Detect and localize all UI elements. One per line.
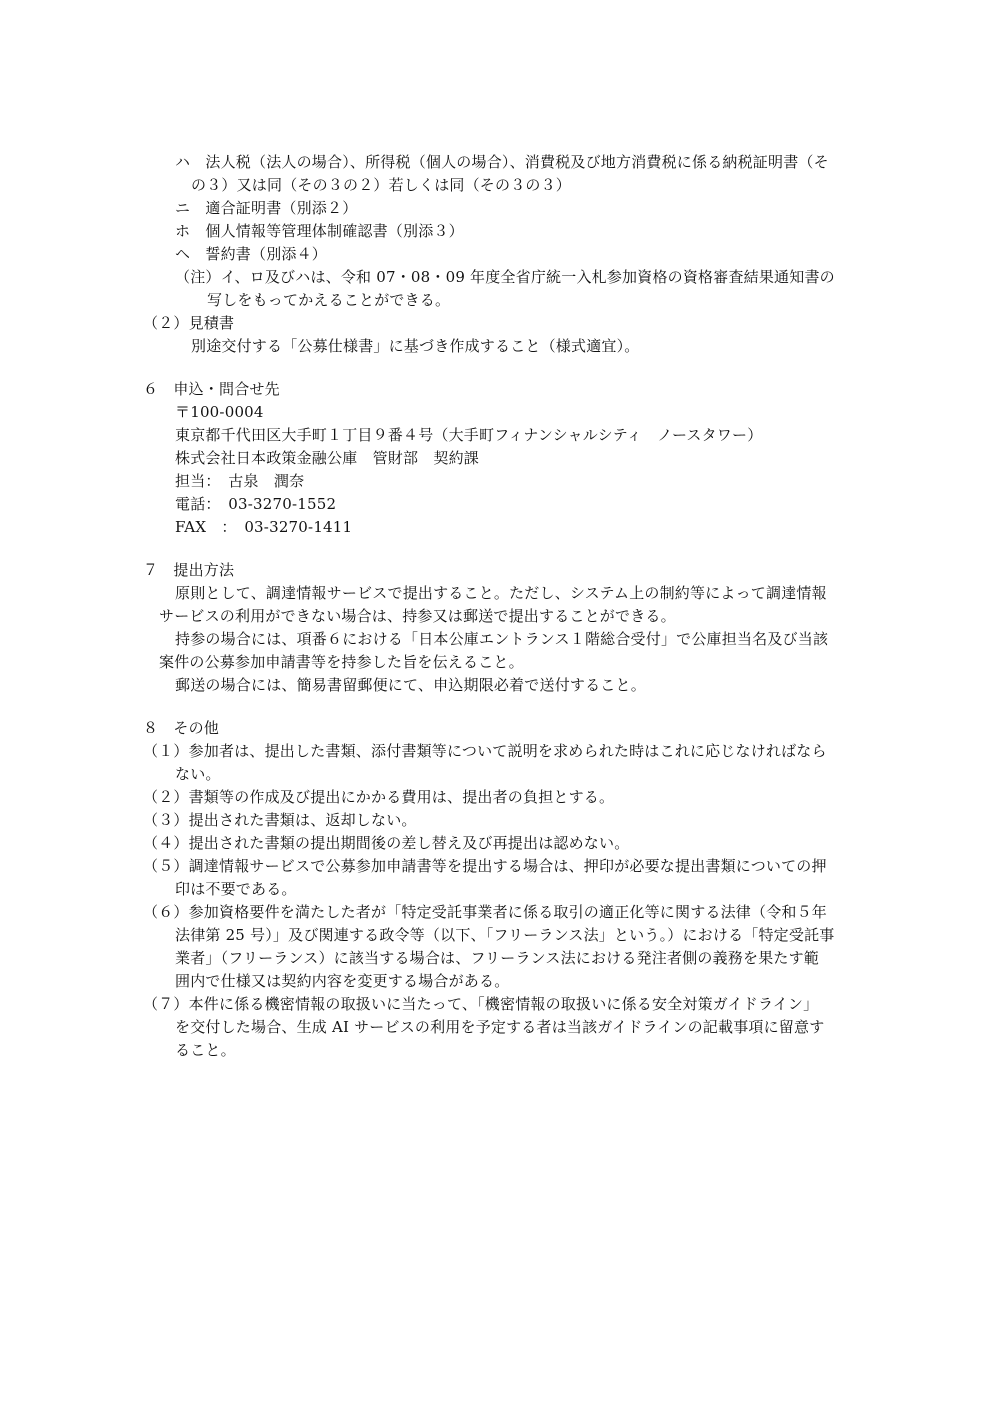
text-line: ること。 — [175, 1041, 236, 1059]
text-line: （６）参加資格要件を満たした者が「特定受託事業者に係る取引の適正化等に関する法律（令和５年 — [143, 903, 828, 921]
text-line: 法律第 25 号）」及び関連する政令等（以下、「フリーランス法」という。）における「特定受託事 — [175, 926, 835, 944]
text-line: ７ 提出方法 — [143, 561, 235, 579]
text-line: 郵送の場合には、簡易書留郵便にて、申込期限必着で送付すること。 — [175, 676, 646, 694]
text-line: ハ 法人税（法人の場合）、所得税（個人の場合）、消費税及び地方消費税に係る納税証明書（そ — [175, 153, 829, 171]
text-line: （７）本件に係る機密情報の取扱いに当たって、「機密情報の取扱いに係る安全対策ガイドライン」 — [143, 995, 819, 1013]
text-line: ニ 適合証明書（別添２） — [175, 199, 358, 217]
text-line: の３）又は同（その３の２）若しくは同（その３の３） — [191, 176, 572, 194]
text-line: 株式会社日本政策金融公庫 管財部 契約課 — [175, 449, 480, 467]
text-line: 印は不要である。 — [175, 880, 297, 898]
text-line: を交付した場合、生成 AI サービスの利用を予定する者は当該ガイドラインの記載事項に留意す — [175, 1018, 825, 1036]
text-line: 持参の場合には、項番６における「日本公庫エントランス１階総合受付」で公庫担当名及び当該 — [175, 630, 829, 648]
text-line: ６ 申込・問合せ先 — [143, 380, 280, 398]
text-line: 別途交付する「公募仕様書」に基づき作成すること（様式適宜）。 — [191, 337, 640, 355]
text-line: 業者」（フリーランス）に該当する場合は、フリーランス法における発注者側の義務を果たす範 — [175, 949, 820, 967]
text-line: 〒100-0004 — [175, 403, 264, 421]
text-line: （２）書類等の作成及び提出にかかる費用は、提出者の負担とする。 — [143, 788, 615, 806]
text-line: 囲内で仕様又は契約内容を変更する場合がある。 — [175, 972, 510, 990]
text-line: 電話： 03-3270-1552 — [175, 495, 337, 513]
text-line: FAX ： 03-3270-1411 — [175, 518, 353, 536]
text-line: （５）調達情報サービスで公募参加申請書等を提出する場合は、押印が必要な提出書類についての押 — [143, 857, 827, 875]
text-line: 原則として、調達情報サービスで提出すること。ただし、システム上の制約等によって調達情報 — [175, 584, 827, 602]
text-line: ホ 個人情報等管理体制確認書（別添３） — [175, 222, 464, 240]
text-line: ヘ 誓約書（別添４） — [175, 245, 328, 263]
text-line: （３）提出された書類は、返却しない。 — [143, 811, 417, 829]
text-line: ない。 — [175, 765, 221, 783]
text-line: （注）イ、ロ及びハは、令和 07・08・09 年度全省庁統一入札参加資格の資格審査結果通知書の — [175, 268, 835, 286]
text-line: （１）参加者は、提出した書類、添付書類等について説明を求められた時はこれに応じなければなら — [143, 742, 827, 760]
text-line: （２）見積書 — [143, 314, 235, 332]
text-line: サービスの利用ができない場合は、持参又は郵送で提出することができる。 — [159, 607, 676, 625]
text-line: 案件の公募参加申請書等を持参した旨を伝えること。 — [159, 653, 524, 671]
text-line: ８ その他 — [143, 719, 220, 737]
text-line: 写しをもってかえることができる。 — [207, 291, 451, 309]
text-line: 東京都千代田区大手町１丁目９番４号（大手町フィナンシャルシティ ノースタワー） — [175, 426, 763, 444]
text-line: 担当： 古泉 潤奈 — [175, 472, 305, 490]
text-line: （４）提出された書類の提出期間後の差し替え及び再提出は認めない。 — [143, 834, 630, 852]
